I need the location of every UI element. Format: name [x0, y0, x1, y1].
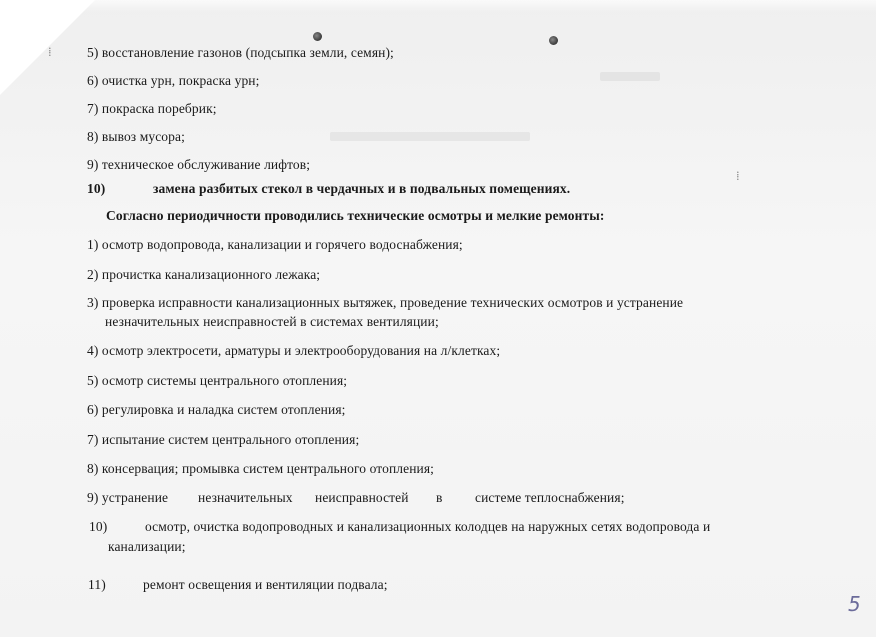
bleed-through — [600, 72, 660, 81]
section-heading: Согласно периодичности проводились технические осмотры и мелкие ремонты: — [106, 208, 605, 223]
list-item: осмотр, очистка водопроводных и канализационных колодцев на наружных сетях водопровода и — [145, 519, 711, 534]
list-item: 6) очистка урн, покраска урн; — [87, 73, 260, 88]
list-item-continuation: канализации; — [108, 539, 186, 554]
list-item-continuation: незначительных неисправностей в системах вентиляции; — [105, 314, 439, 329]
punch-mark — [549, 36, 558, 45]
list-item: 9) техническое обслуживание лифтов; — [87, 157, 311, 172]
list-item-word: 9) устранение — [87, 490, 169, 505]
list-item: 6) регулировка и наладка систем отопления; — [87, 402, 346, 417]
list-item-word: незначительных — [198, 490, 293, 505]
list-item: 3) проверка исправности канализационных вытяжек, проведение технических осмотров и устранение — [87, 295, 684, 310]
scan-shadow — [0, 0, 876, 12]
list-item-word: неисправностей — [315, 490, 409, 505]
list-item: 8) вывоз мусора; — [87, 129, 185, 144]
list-item-number: 10) — [89, 519, 108, 534]
list-item: 2) прочистка канализационного лежака; — [87, 267, 321, 282]
bleed-through — [330, 132, 530, 141]
page-number: 5 — [848, 592, 861, 616]
list-item-word: системе теплоснабжения; — [475, 490, 625, 505]
list-item: 8) консервация; промывка систем центрального отопления; — [87, 461, 435, 476]
margin-mark: ⁞ — [736, 168, 740, 183]
margin-mark: ⁞ — [48, 44, 52, 59]
list-item-number: 10) — [87, 181, 106, 196]
list-item-word: в — [436, 490, 443, 505]
list-item: ремонт освещения и вентиляции подвала; — [143, 577, 388, 592]
list-item-number: 11) — [88, 577, 106, 592]
list-item: замена разбитых стекол в чердачных и в подвальных помещениях. — [153, 181, 571, 196]
list-item: 1) осмотр водопровода, канализации и горячего водоснабжения; — [87, 237, 463, 252]
list-item: 4) осмотр электросети, арматуры и электрооборудования на л/клетках; — [87, 343, 501, 358]
list-item: 5) восстановление газонов (подсыпка земли, семян); — [87, 45, 394, 60]
list-item: 7) покраска поребрик; — [87, 101, 217, 116]
list-item: 5) осмотр системы центрального отопления; — [87, 373, 348, 388]
punch-mark — [313, 32, 322, 41]
list-item: 7) испытание систем центрального отопления; — [87, 432, 360, 447]
